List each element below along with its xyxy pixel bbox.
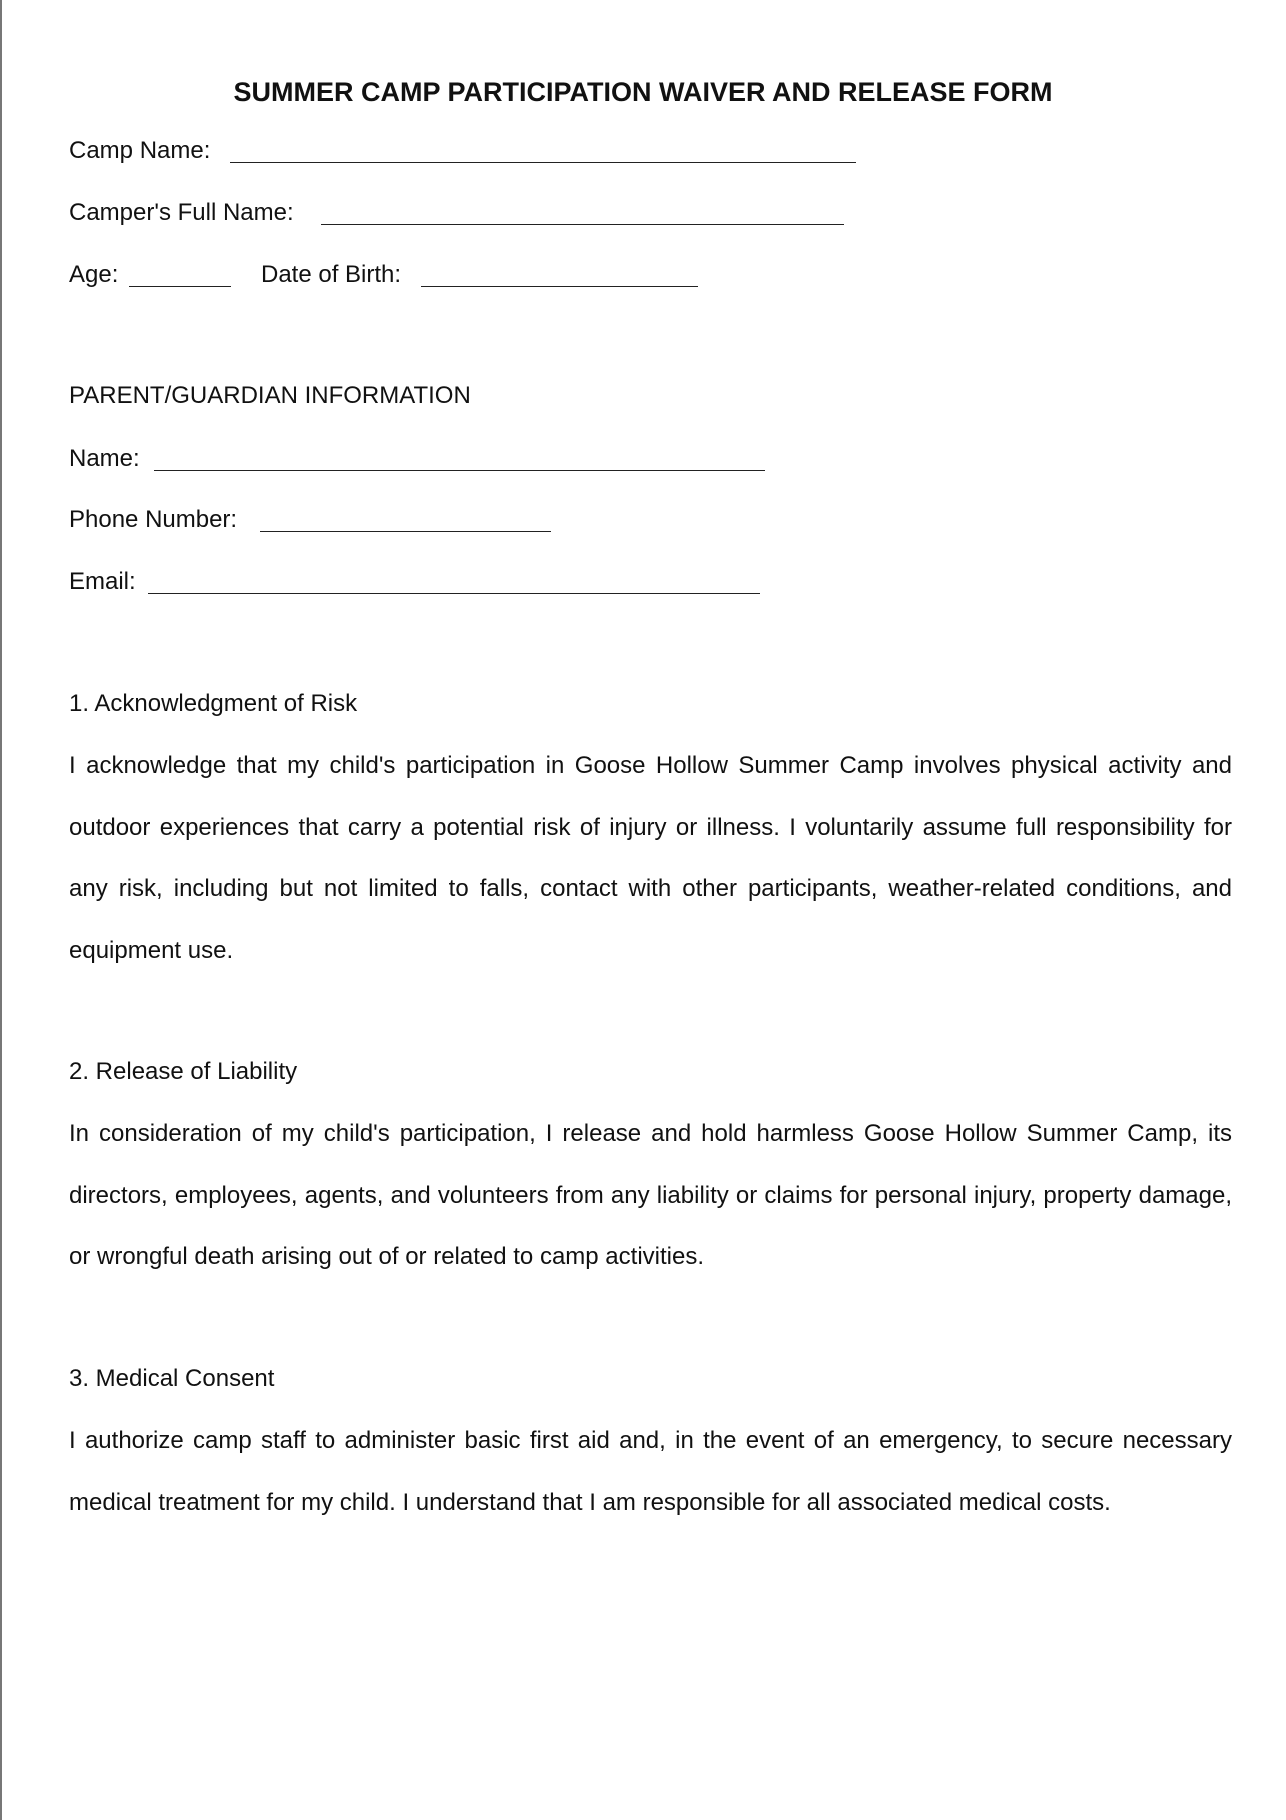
section-heading-risk: 1. Acknowledgment of Risk <box>69 690 358 717</box>
age-field[interactable] <box>129 286 231 287</box>
guardian-name-label: Name: <box>69 445 140 472</box>
email-field[interactable] <box>148 593 760 594</box>
camper-full-name-field[interactable] <box>321 224 844 225</box>
email-label: Email: <box>69 568 136 595</box>
guardian-heading: PARENT/GUARDIAN INFORMATION <box>69 382 471 409</box>
section-heading-medical: 3. Medical Consent <box>69 1365 275 1392</box>
page-left-edge <box>0 0 2 1820</box>
section-heading-liability: 2. Release of Liability <box>69 1058 298 1085</box>
guardian-name-field[interactable] <box>154 470 765 471</box>
form-title: SUMMER CAMP PARTICIPATION WAIVER AND RELEASE FORM <box>233 77 1053 107</box>
camp-name-field[interactable] <box>230 162 856 163</box>
section-body-medical: I authorize camp staff to administer basic first aid and, in the event of an emergency, to secure necessary medical treatment for my child. I understand that I am responsible for all associated medical costs. <box>69 1427 1232 1516</box>
date-of-birth-label: Date of Birth: <box>261 261 402 288</box>
camp-name-label: Camp Name: <box>69 137 211 164</box>
camper-full-name-label: Camper's Full Name: <box>69 199 294 226</box>
section-body-liability: In consideration of my child's participation, I release and hold harmless Goose Hollow Summer Camp, its directors, employees, agents, and volunteers from any liability or claims for personal injury, property damage, or wrongful death arising out of or related to camp activities. <box>69 1120 1232 1271</box>
section-body-risk: I acknowledge that my child's participation in Goose Hollow Summer Camp involves physical activity and outdoor experiences that carry a potential risk of injury or illness. I voluntarily assume full responsibility for any risk, including but not limited to falls, contact with other participants, weather-related conditions, and equipment use. <box>69 752 1232 965</box>
age-label: Age: <box>69 261 119 288</box>
phone-number-field[interactable] <box>260 531 551 532</box>
phone-number-label: Phone Number: <box>69 506 238 533</box>
date-of-birth-field[interactable] <box>421 286 698 287</box>
